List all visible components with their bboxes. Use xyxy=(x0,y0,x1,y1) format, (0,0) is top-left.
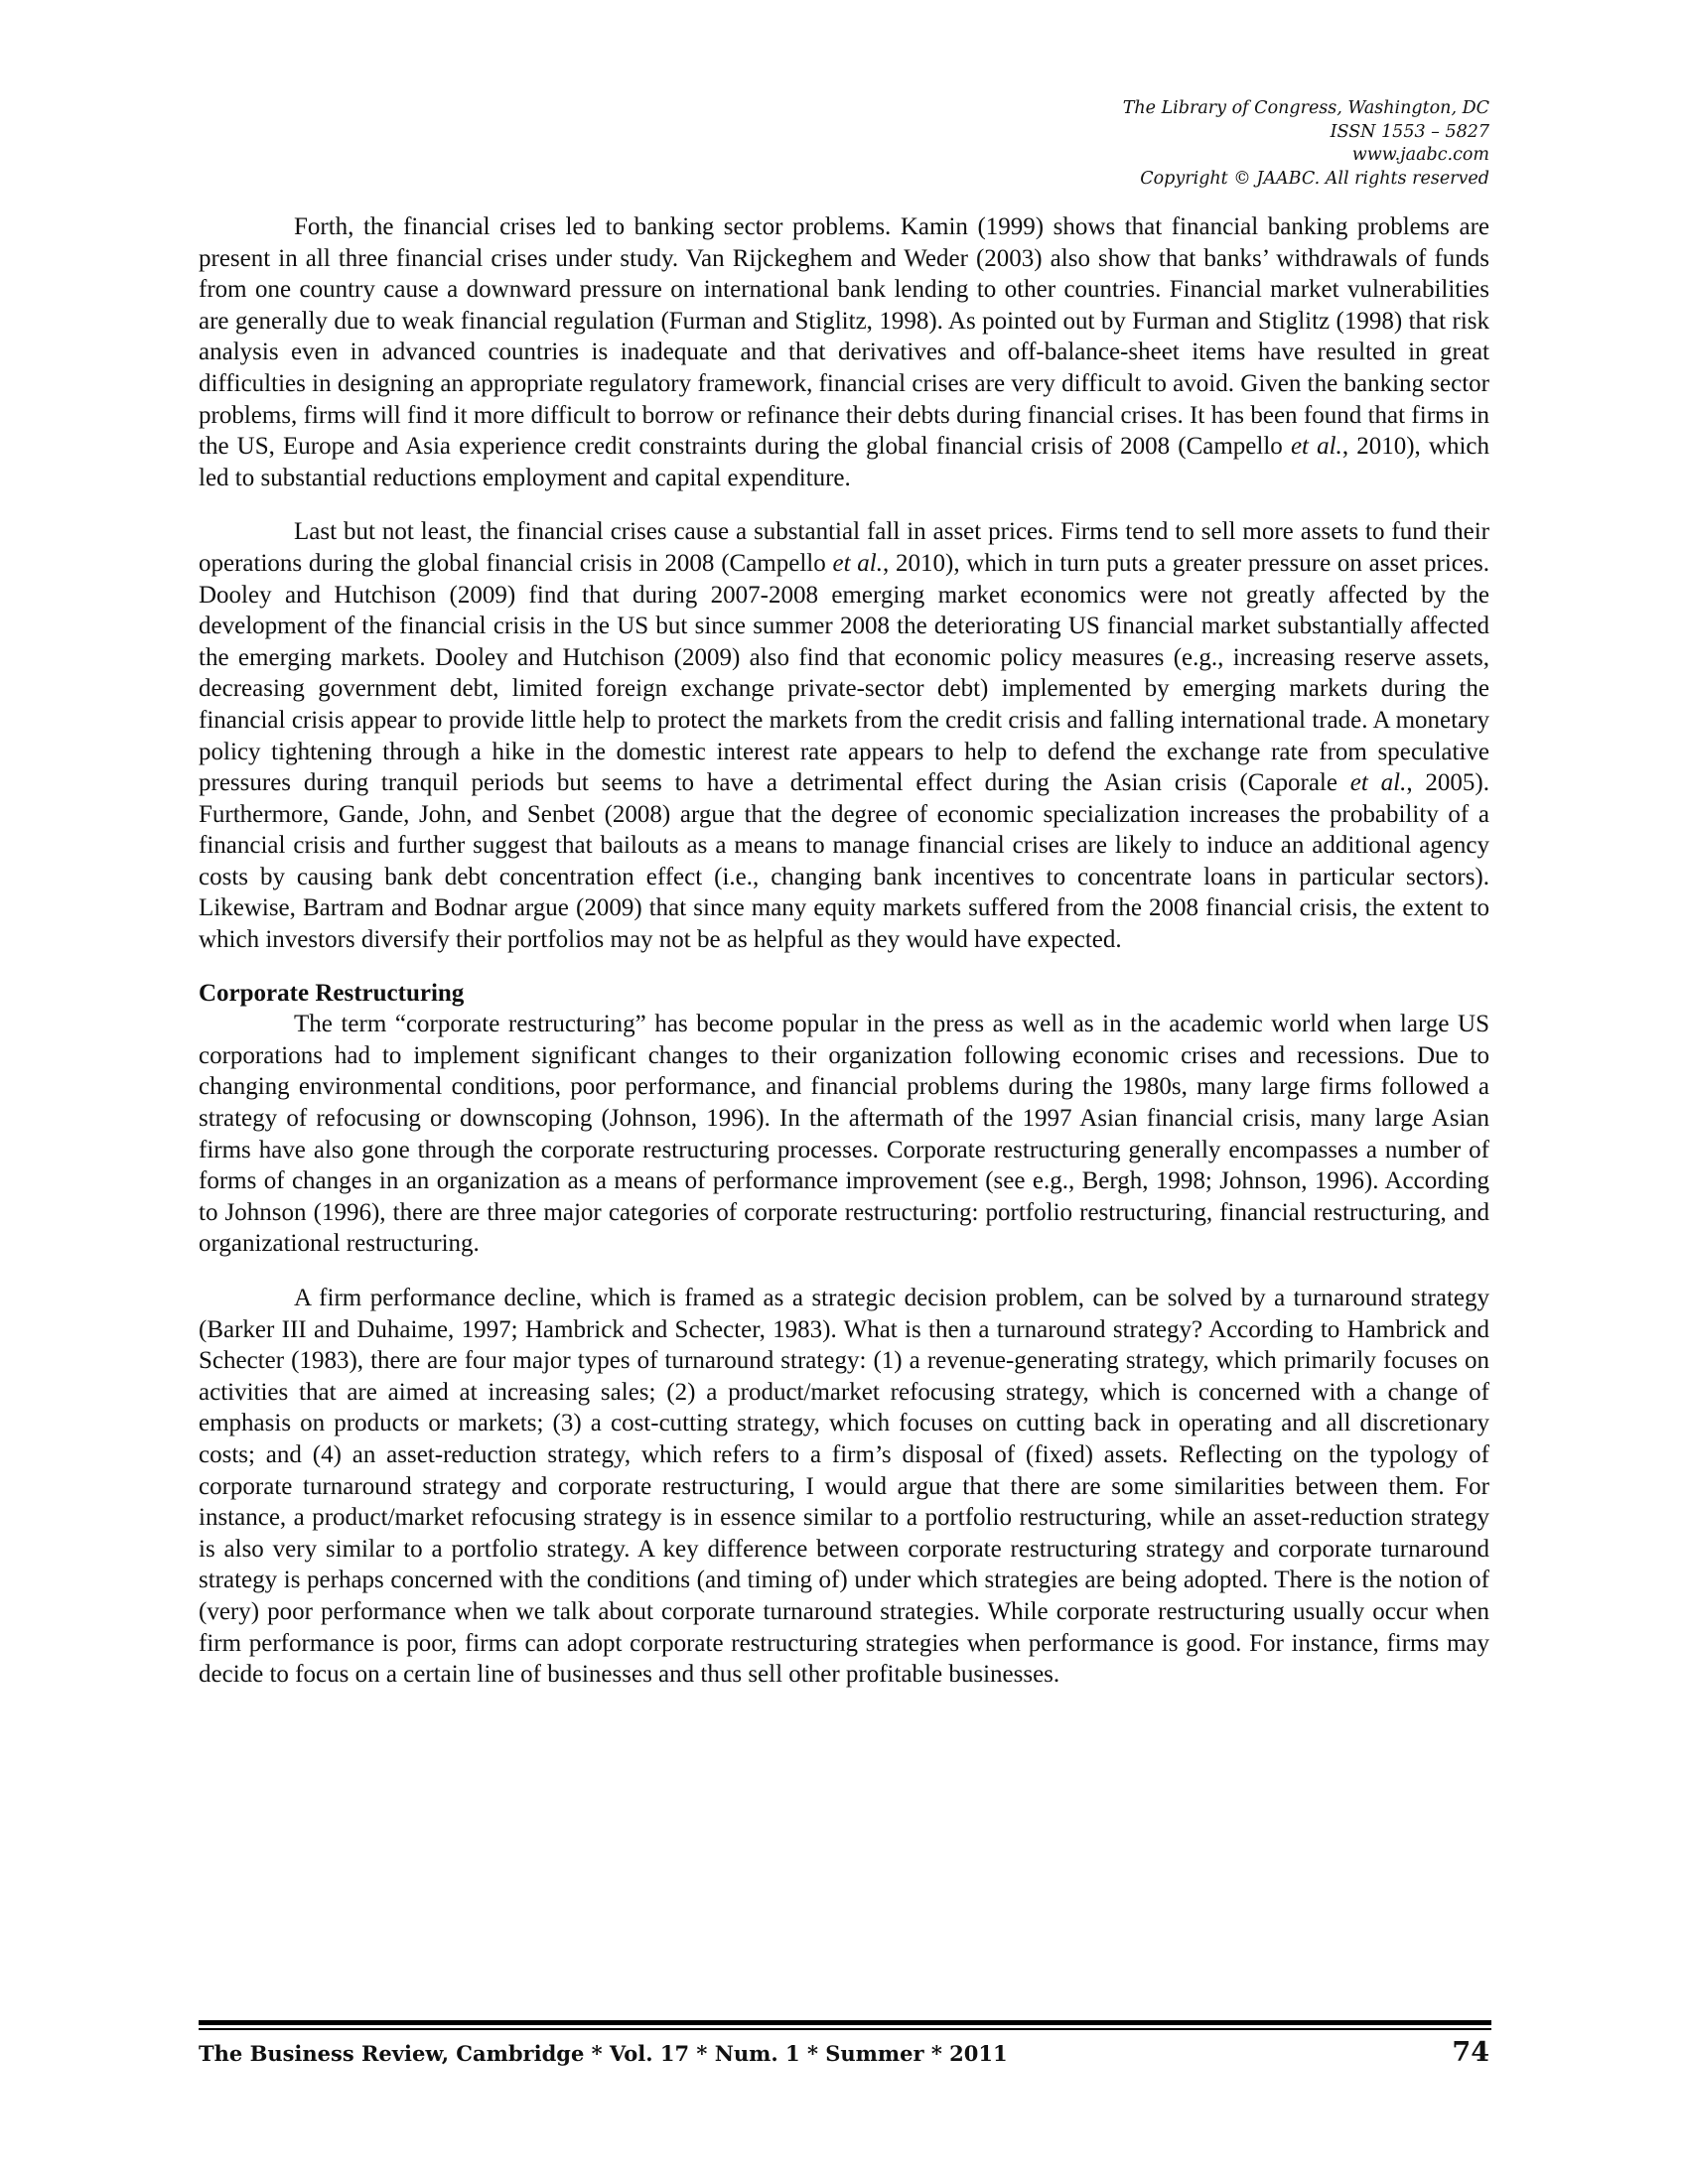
running-header xyxy=(1123,97,1489,191)
footer-journal-info: The Business Review, Cambridge * Vol. 17 * Num. 1 * Summer * 2011 xyxy=(199,2041,1008,2066)
header-library: The Library of Congress, Washington, DC xyxy=(1122,98,1489,118)
paragraph-turnaround-strategy: A firm performance decline, which is framed as a strategic decision problem, can be solved by a turnaround strategy (Barker III and Duhaime, 1997; Hambrick and Schecter, 1983). What is then a turnaround strategy? According to Hambrick and Schecter (1983), there are four major types of turnaround strategy: (1) a revenue-generating strategy, which primarily focuses on activities that are aimed at increasing sales; (2) a product/market refocusing strategy, which is concerned with a change of emphasis on products or markets; (3) a cost-cutting strategy, which focuses on cutting back in operating and all discretionary costs; and (4) an asset-reduction strategy, which refers to a firm’s disposal of (fixed) assets. Reflecting on the typology of corporate turnaround strategy and corporate restructuring, I would argue that there are some similarities between them. For instance, a product/market refocusing strategy is in essence similar to a portfolio restructuring, while an asset-reduction strategy is also very similar to a portfolio strategy. A key difference between corporate restructuring strategy and corporate turnaround strategy is perhaps concerned with the conditions (and timing of) under which strategies are being adopted. There is the notion of (very) poor performance when we talk about corporate turnaround strategies. While corporate restructuring usually occur when firm performance is poor, firms can adopt corporate restructuring strategies when performance is good. For instance, firms may decide to focus on a certain line of businesses and thus sell other profitable businesses. xyxy=(199,1285,1489,1689)
paragraph-banking-problems: Forth, the financial crises led to banking sector problems. Kamin (1999) shows that financial banking problems are present in all three financial crises under study. Van Rijckeghem and Weder (2003) also show that banks’ withdrawals of funds from one country cause a downward pressure on international bank lending to other countries. Financial market vulnerabilities are generally due to weak financial regulation (Furman and Stiglitz, 1998). As pointed out by Furman and Stiglitz (1998) that risk analysis even in advanced countries is inadequate and that derivatives and off-balance-sheet items have resulted in great difficulties in designing an appropriate regulatory framework, financial crises are very difficult to avoid. Given the banking sector problems, firms will find it more difficult to borrow or refinance their debts during financial crises. It has been found that firms in the US, Europe and Asia experience credit constraints during the global financial crisis of 2008 (Campello et al., 2010), which led to substantial reductions employment and capital expenditure. xyxy=(199,213,1489,491)
paragraph-asset-prices: Last but not least, the financial crises cause a substantial fall in asset prices. Firms tend to sell more assets to fund their operations during the global financial crisis in 2008 (Campello et al., 2010), which in turn puts a greater pressure on asset prices. Dooley and Hutchison (2009) find that during 2007-2008 emerging market economics were not greatly affected by the development of the financial crisis in the US but since summer 2008 the deteriorating US financial market substantially affected the emerging markets. Dooley and Hutchison (2009) also find that economic policy measures (e.g., increasing reserve assets, decreasing government debt, limited foreign exchange private-sector debt) implemented by emerging markets during the financial crisis appear to provide little help to protect the markets from the credit crisis and falling international trade. A monetary policy tightening through a hike in the domestic interest rate appears to help to defend the exchange rate from speculative pressures during tranquil periods but seems to have a detrimental effect during the Asian crisis (Caporale et al., 2005). Furthermore, Gande, John, and Senbet (2008) argue that the degree of economic specialization increases the probability of a financial crisis and further suggest that bailouts as a means to manage financial crises are likely to induce an additional agency costs by causing bank debt concentration effect (i.e., changing bank incentives to concentrate loans in particular sectors). Likewise, Bartram and Bodnar argue (2009) that since many equity markets suffered from the 2008 financial crisis, the extent to which investors diversify their portfolios may not be as helpful as they would have expected. xyxy=(199,518,1489,954)
page-footer xyxy=(199,2037,1489,2077)
footer-rule-thin xyxy=(199,2028,1491,2030)
section-heading: Corporate Restructuring xyxy=(199,979,465,1007)
citation-et-al: et al. xyxy=(832,549,883,577)
header-issn: ISSN 1553 – 5827 xyxy=(1330,121,1489,142)
header-website: www.jaabc.com xyxy=(1351,145,1489,165)
paragraph-corporate-restructuring: The term “corporate restructuring” has become popular in the press as well as in the academic world when large US corporations had to implement significant changes to their organization following economic crises and recessions. Due to changing environmental conditions, poor performance, and financial problems during the 1980s, many large firms followed a strategy of refocusing or downscoping (Johnson, 1996). In the aftermath of the 1997 Asian financial crisis, many large Asian firms have also gone through the corporate restructuring processes. Corporate restructuring generally encompasses a number of forms of changes in an organization as a means of performance improvement (see e.g., Bergh, 1998; Johnson, 1996). According to Johnson (1996), there are three major categories of corporate restructuring: portfolio restructuring, financial restructuring, and organizational restructuring. xyxy=(199,1011,1489,1258)
footer-rule-thick xyxy=(199,2020,1491,2025)
header-copyright: Copyright © JAABC. All rights reserved xyxy=(1140,168,1489,189)
page-body xyxy=(199,211,1489,1691)
citation-et-al: et al. xyxy=(1290,433,1342,461)
citation-et-al: et al. xyxy=(1349,769,1407,797)
page-number: 74 xyxy=(1452,2037,1489,2068)
